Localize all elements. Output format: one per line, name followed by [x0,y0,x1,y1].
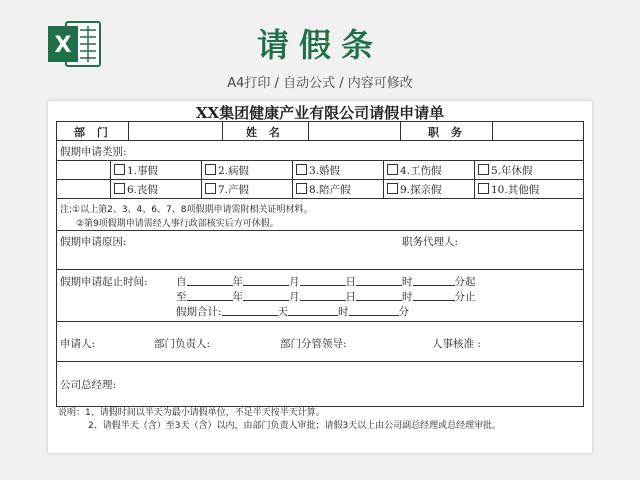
note-line-1: 注:①以上第2、3、4、6、7、8项假期申请需附相关证明材料。 [60,205,313,215]
category-label: 假期申请类别: [60,146,127,158]
col-divider [474,160,475,198]
option-other-leave[interactable]: 10.其他假 [478,182,539,197]
period-label: 假期申请起止时间: [60,276,148,288]
col-divider [201,160,202,198]
col-divider [292,160,293,198]
page-title: 请假条 [256,26,383,64]
leave-form-sheet [48,101,592,453]
option-maternity-leave[interactable]: 7.产假 [205,182,249,197]
hr-approval-label: 人事核准 : [432,338,481,350]
option-family-visit-leave[interactable]: 9.探亲假 [387,182,442,197]
col-divider [400,121,401,140]
position-label: 职 务 [428,126,466,139]
dept-field[interactable] [129,122,221,139]
row-divider [56,198,584,199]
checkbox[interactable] [205,183,216,194]
option-injury-leave[interactable]: 4.工伤假 [387,163,442,178]
period-total-row[interactable]: 假期合计: 天 时 分 [176,306,410,318]
dept-label: 部 门 [74,126,112,139]
option-bereavement-leave[interactable]: 6.丧假 [114,182,158,197]
checkbox[interactable] [114,183,125,194]
row-divider [56,230,584,231]
name-field[interactable] [309,122,399,139]
col-divider [222,121,223,140]
row-divider [56,160,584,161]
leader-label: 部门分管领导: [280,338,347,350]
option-personal-leave[interactable]: 1.事假 [114,163,158,178]
row-divider [56,269,584,270]
option-sick-leave[interactable]: 2.病假 [205,163,249,178]
option-marriage-leave[interactable]: 3.婚假 [296,163,340,178]
checkbox[interactable] [387,164,398,175]
applicant-label: 申请人: [60,338,96,350]
row-divider [56,321,584,322]
checkbox[interactable] [478,164,489,175]
row-divider [56,140,584,141]
checkbox[interactable] [296,183,307,194]
row-divider [56,361,584,362]
footnote-2: 2、请假半天（含）至3天（含）以内，由部门负责人审批；请假3天以上由公司副总经理或总经理审批。 [88,421,502,431]
checkbox[interactable] [114,164,125,175]
form-title: XX集团健康产业有限公司请假申请单 [195,104,445,122]
checkbox[interactable] [478,183,489,194]
deputy-label: 职务代理人: [402,236,459,248]
position-field[interactable] [493,122,583,139]
option-annual-leave[interactable]: 5.年休假 [478,163,533,178]
period-start-row[interactable]: 自 年 月 日 时 分起 [176,276,476,288]
page-subtitle: A4打印 / 自动公式 / 内容可修改 [227,76,413,91]
gm-label: 公司总经理: [60,379,117,391]
reason-label: 假期申请原因: [60,236,127,248]
col-divider [383,160,384,198]
row-divider [56,179,584,180]
checkbox[interactable] [296,164,307,175]
col-divider [110,160,111,198]
footnote-1: 说明：1、请假时间以半天为最小请假单位，不足半天按半天计算。 [58,408,325,418]
logo-letter: X [54,33,72,58]
dept-head-label: 部门负责人: [154,338,211,350]
period-end-row[interactable]: 至 年 月 日 时 分止 [176,291,476,303]
option-paternity-leave[interactable]: 8.陪产假 [296,182,351,197]
checkbox[interactable] [387,183,398,194]
checkbox[interactable] [205,164,216,175]
note-line-2: ②第9项假期申请需经人事行政部核实后方可休假。 [76,219,279,229]
name-label: 姓 名 [246,126,284,139]
